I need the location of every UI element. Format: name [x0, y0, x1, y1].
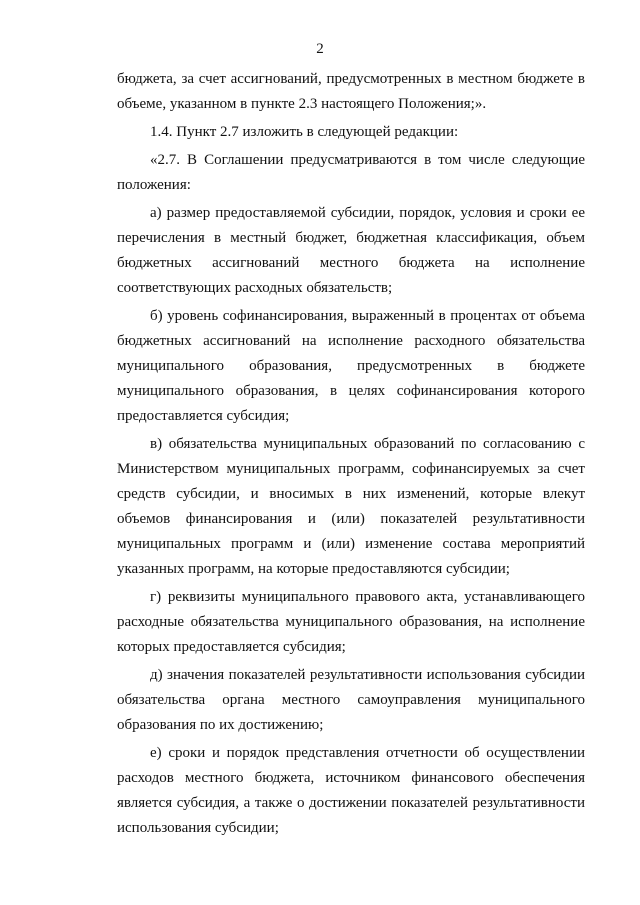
- text-line: в) обязательства муниципальных образований по согласованию с: [150, 436, 585, 452]
- text-line: является субсидия, а также о достижении показателей результативности: [117, 795, 585, 811]
- text-line: перечисления в местный бюджет, бюджетная классификация, объем: [117, 230, 585, 246]
- text-line: бюджета, за счет ассигнований, предусмотренных в местном бюджете в: [117, 71, 585, 87]
- text-line: которых предоставляется субсидия;: [117, 639, 346, 655]
- text-line: расходные обязательства муниципального образования, на исполнение: [117, 614, 585, 630]
- text-line: соответствующих расходных обязательств;: [117, 280, 393, 296]
- text-line: б) уровень софинансирования, выраженный в процентах от объема: [150, 308, 585, 324]
- text-line: указанных программ, на которые предоставляются субсидии;: [117, 561, 510, 577]
- text-line: использования субсидии;: [117, 820, 279, 836]
- text-line: а) размер предоставляемой субсидии, порядок, условия и сроки ее: [150, 205, 585, 221]
- text-line: расходов местного бюджета, источником финансового обеспечения: [117, 770, 585, 786]
- text-line: положения:: [117, 177, 191, 193]
- text-line: д) значения показателей результативности использования субсидии: [150, 667, 585, 683]
- text-line: бюджетных ассигнований на исполнение расходного обязательства: [117, 333, 585, 349]
- text-line: образования по их достижению;: [117, 717, 324, 733]
- text-line: объемов финансирования и (или) показателей результативности: [117, 511, 585, 527]
- text-line: обязательства органа местного самоуправления муниципального: [117, 692, 585, 708]
- text-line: муниципального образования, предусмотренных в бюджете: [117, 358, 585, 374]
- text-line: Министерством муниципальных программ, софинансируемых за счет: [117, 461, 585, 477]
- text-line: муниципальных программ и (или) изменение состава мероприятий: [117, 536, 585, 552]
- text-line: средств субсидии, и вносимых в них изменений, которые влекут: [117, 486, 585, 502]
- text-line: предоставляется субсидия;: [117, 408, 290, 424]
- text-line: объеме, указанном в пункте 2.3 настоящего Положения;».: [117, 96, 487, 112]
- text-line: муниципального образования, в целях софинансирования которого: [117, 383, 585, 399]
- text-line: 1.4. Пункт 2.7 изложить в следующей редакции:: [150, 124, 459, 140]
- text-line: «2.7. В Соглашении предусматриваются в том числе следующие: [150, 152, 585, 168]
- text-line: г) реквизиты муниципального правового акта, устанавливающего: [150, 589, 585, 605]
- text-line: бюджетных ассигнований местного бюджета на исполнение: [117, 255, 585, 271]
- page-number: 2: [316, 41, 324, 57]
- text-line: е) сроки и порядок представления отчетности об осуществлении: [150, 745, 585, 761]
